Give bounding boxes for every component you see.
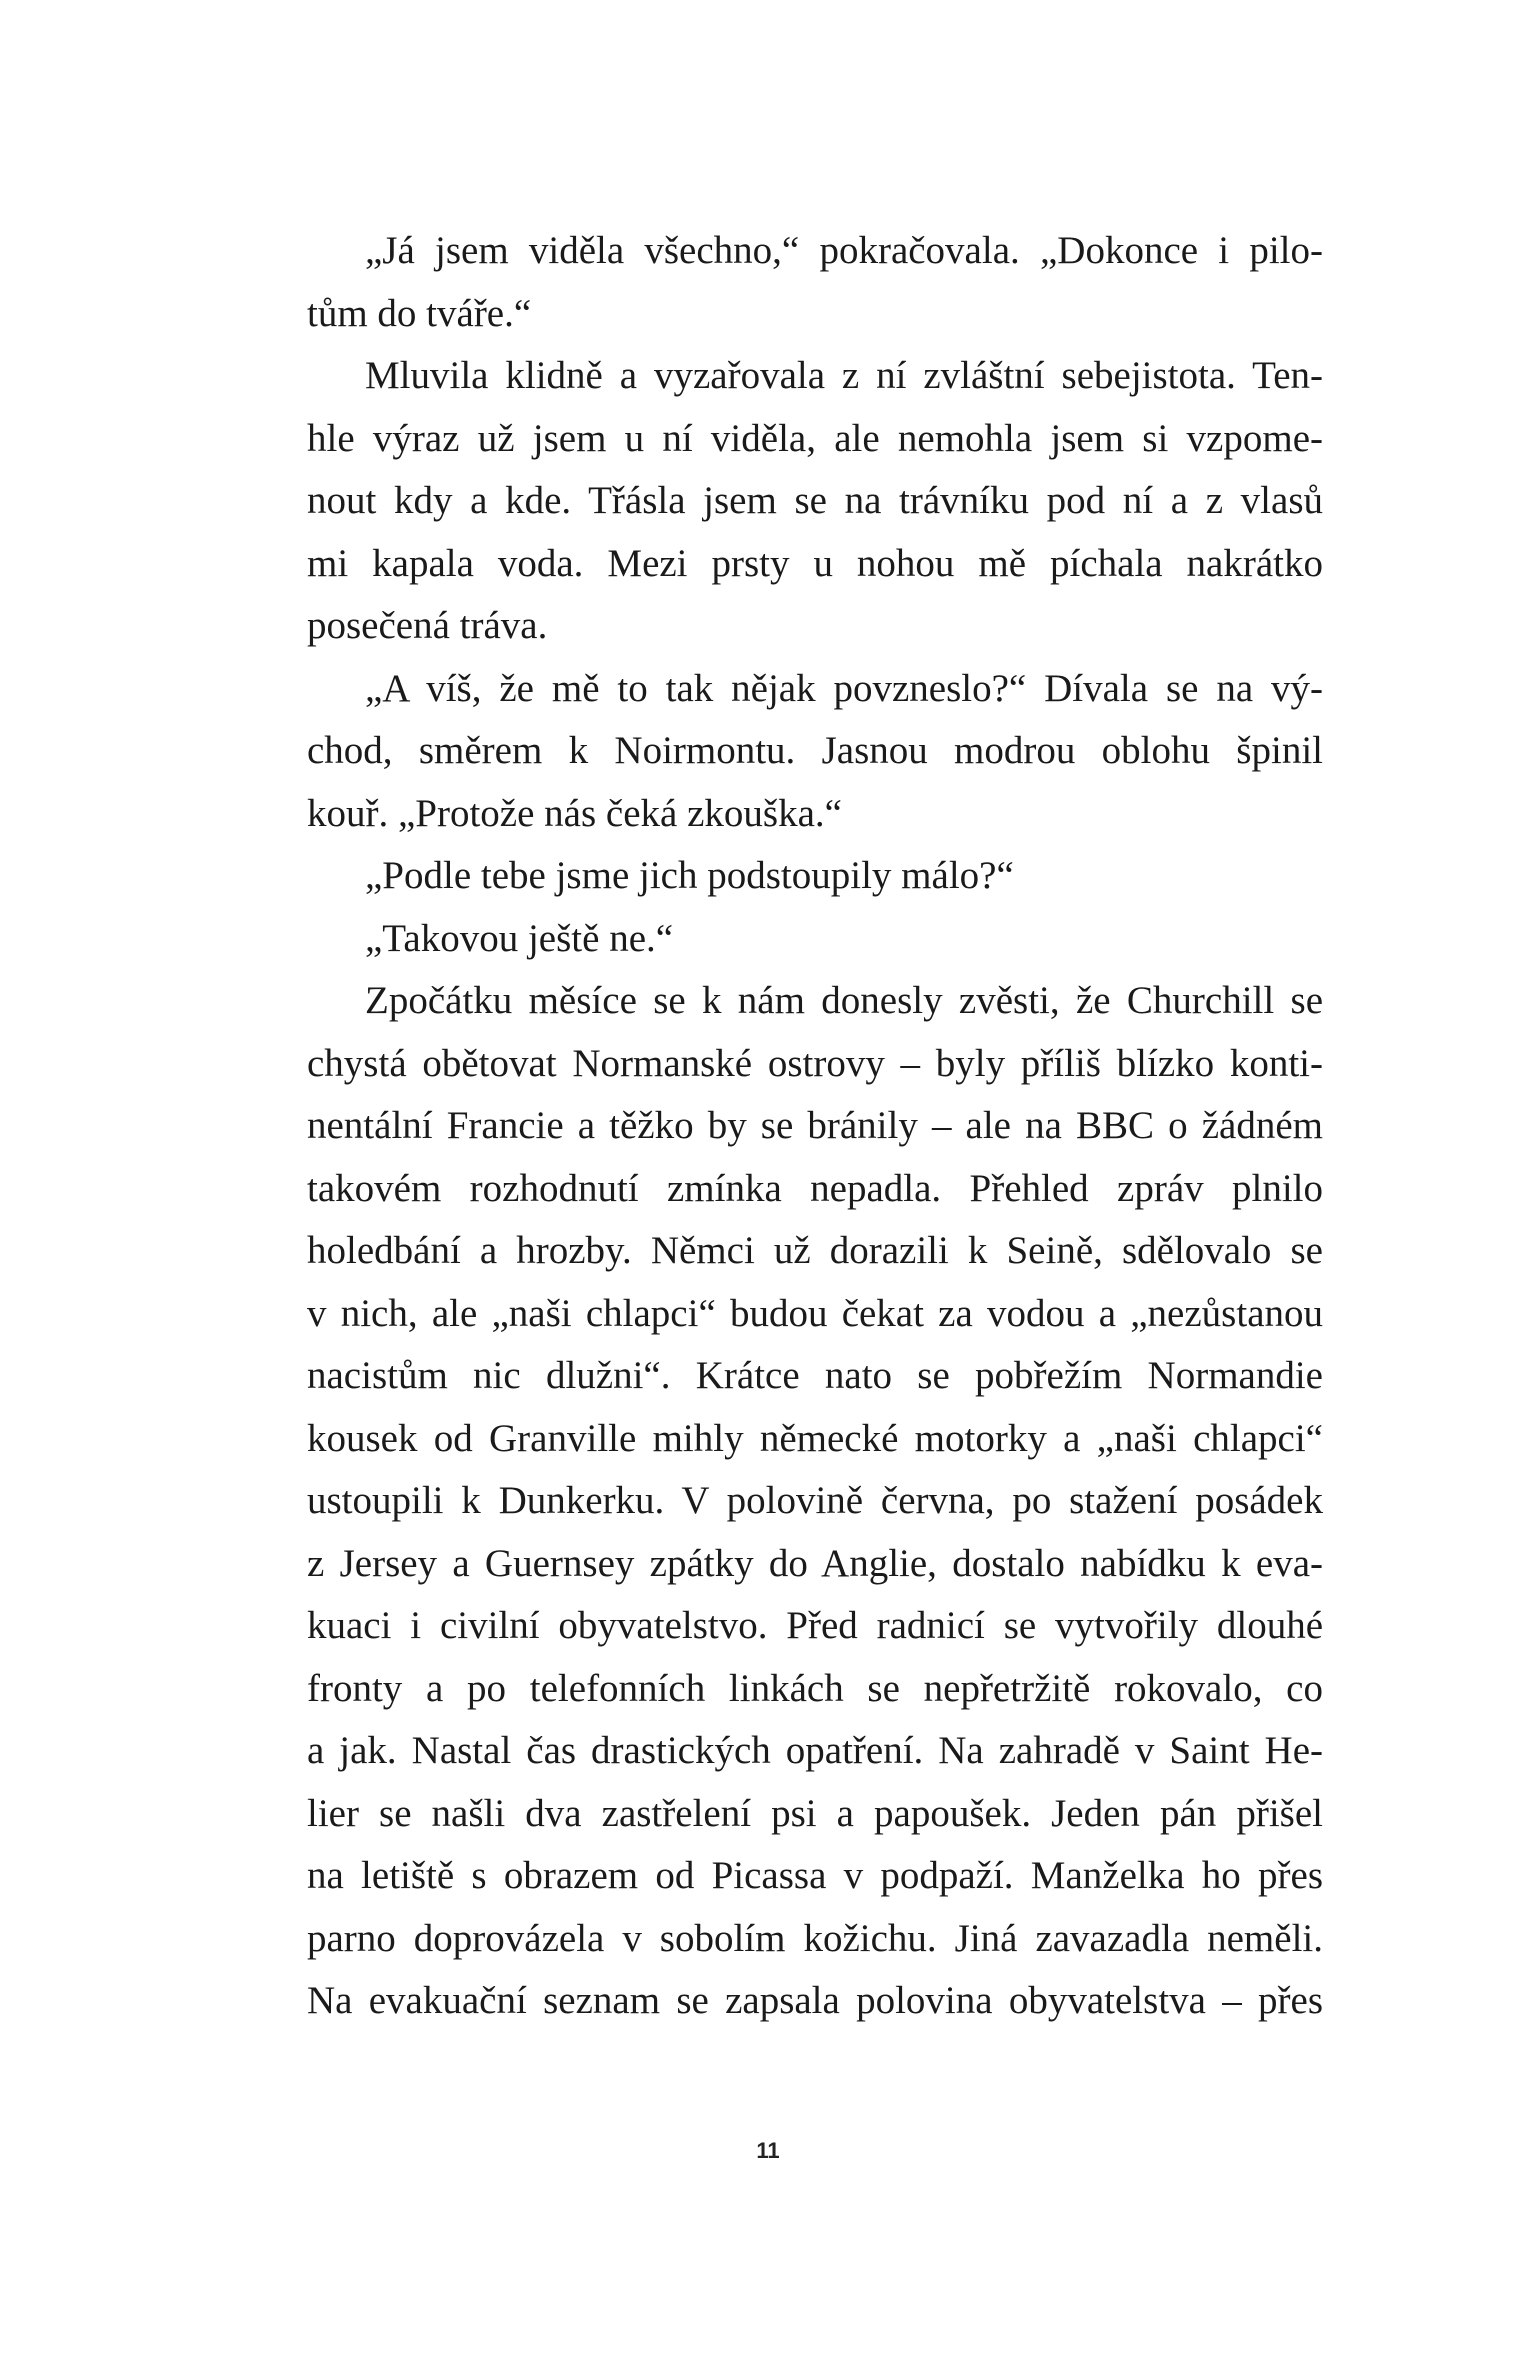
text-line: holedbání a hrozby. Němci už dorazili k Seině, sdělovalo se [307, 1229, 1323, 1272]
page-number: 11 [756, 2138, 780, 2163]
text-line: Na evakuační seznam se zapsala polovina obyvatelstva – přes [307, 1979, 1323, 2022]
text-line: „Podle tebe jsme jich podstoupily málo?“ [365, 854, 1014, 897]
text-line: chystá obětovat Normanské ostrovy – byly příliš blízko konti- [307, 1041, 1323, 1085]
text-line: takovém rozhodnutí zmínka nepadla. Přehled zpráv plnilo [307, 1166, 1323, 1210]
text-line: kousek od Granville mihly německé motorky a „naši chlapci“ [307, 1416, 1323, 1460]
text-line: ustoupili k Dunkerku. V polovině června, po stažení posádek [307, 1479, 1323, 1522]
text-line: kouř. „Protože nás čeká zkouška.“ [307, 791, 842, 835]
page-body-text [307, 220, 1323, 2033]
text-line: „A víš, že mě to tak nějak povzneslo?“ Dívala se na vý- [365, 666, 1323, 710]
text-line: nentální Francie a těžko by se bránily – ale na BBC o žádném [307, 1104, 1323, 1147]
text-line: „Takovou ještě ne.“ [365, 916, 674, 960]
text-line: posečená tráva. [307, 604, 548, 647]
text-line: chod, směrem k Noirmontu. Jasnou modrou oblohu špinil [307, 729, 1323, 772]
text-line: kuaci i civilní obyvatelstvo. Před radnicí se vytvořily dlouhé [307, 1604, 1323, 1647]
text-line: a jak. Nastal čas drastických opatření. Na zahradě v Saint He- [307, 1729, 1323, 1772]
text-line: v nich, ale „naši chlapci“ budou čekat za vodou a „nezůstanou [307, 1291, 1323, 1335]
text-line: lier se našli dva zastřelení psi a papoušek. Jeden pán přišel [307, 1791, 1323, 1835]
text-line: na letiště s obrazem od Picassa v podpaží. Manželka ho přes [307, 1854, 1323, 1897]
text-line: nout kdy a kde. Třásla jsem se na trávníku pod ní a z vlasů [307, 479, 1323, 522]
text-line: tům do tváře.“ [307, 291, 532, 335]
text-line: Mluvila klidně a vyzařovala z ní zvláštní sebejistota. Ten- [365, 354, 1323, 397]
text-line: „Já jsem viděla všechno,“ pokračovala. „Dokonce i pilo- [365, 229, 1323, 272]
text-line: z Jersey a Guernsey zpátky do Anglie, dostalo nabídku k eva- [307, 1541, 1323, 1585]
text-line: hle výraz už jsem u ní viděla, ale nemohla jsem si vzpome- [307, 416, 1323, 460]
text-line: mi kapala voda. Mezi prsty u nohou mě píchala nakrátko [307, 541, 1323, 585]
text-line: fronty a po telefonních linkách se nepřetržitě rokovalo, co [307, 1666, 1323, 1710]
text-line: parno doprovázela v sobolím kožichu. Jiná zavazadla neměli. [307, 1916, 1323, 1960]
text-line: nacistům nic dlužni“. Krátce nato se pobřežím Normandie [307, 1354, 1323, 1397]
text-line: Zpočátku měsíce se k nám donesly zvěsti, že Churchill se [365, 979, 1323, 1022]
